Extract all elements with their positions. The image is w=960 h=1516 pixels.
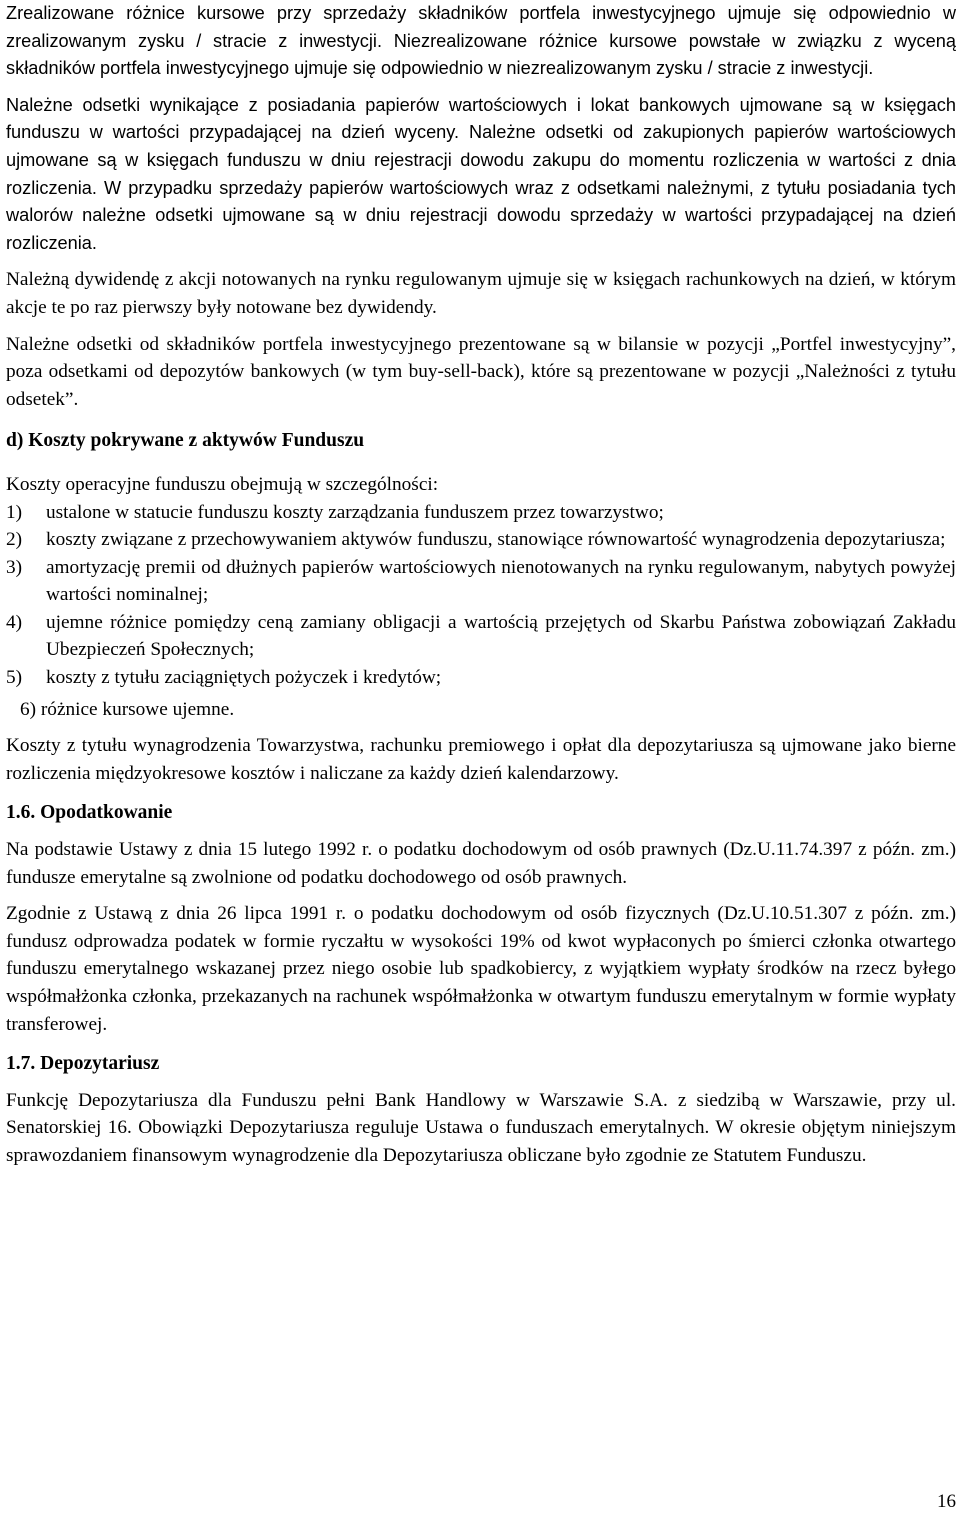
paragraph-interest-presentation: Należne odsetki od składników portfela inwestycyjnego prezentowane są w bilansie w pozycji „Portfel inwestycyjny”, poza odsetkami od depozytów bankowych (w tym buy-sell-back), które są prezentowane w pozycji „Należności z tytułu odsetek”. (6, 333, 956, 410)
list-item-6: 6) różnice kursowe ujemne. (20, 698, 235, 720)
list-item (6, 499, 956, 527)
section-d-heading: d) Koszty pokrywane z aktywów Funduszu (6, 430, 365, 452)
list-item (6, 554, 956, 609)
page-number: 16 (937, 1491, 956, 1512)
list-item-text: koszty związane z przechowywaniem aktywów funduszu, stanowiące równowartość wynagrodzenia depozytariusza; (46, 529, 946, 551)
list-item-number: 4) (6, 611, 23, 633)
document-page (6, 0, 956, 1170)
list-item (6, 526, 956, 554)
list-item (6, 664, 956, 692)
list-item-text: ustalone w statucie funduszu koszty zarządzania funduszem przez towarzystwo; (46, 501, 664, 523)
list-item-number: 2) (6, 529, 23, 551)
paragraph-exchange-differences: Zrealizowane różnice kursowe przy sprzedaży składników portfela inwestycyjnego ujmuje się odpowiednio w zrealizowanym zysku / stracie z inwestycji. Niezrealizowane różnice kursowe powstałe w związku z wyceną składników portfela inwestycyjnego ujmuje się odpowiednio w niezrealizowanym zysku / stracie z inwestycji. (6, 3, 956, 79)
list-item-text: koszty z tytułu zaciągniętych pożyczek i kredytów; (46, 667, 442, 689)
list-item-number: 5) (6, 667, 23, 689)
paragraph-dividend: Należną dywidendę z akcji notowanych na rynku regulowanym ujmuje się w księgach rachunkowych na dzień, w którym akcje te po raz pierwszy były notowane bez dywidendy. (6, 269, 956, 318)
section-1-6-heading: 1.6. Opodatkowanie (6, 802, 173, 824)
list-item (6, 609, 956, 664)
list-item-number: 1) (6, 501, 23, 523)
section-1-6-paragraph-2: Zgodnie z Ustawą z dnia 26 lipca 1991 r. o podatku dochodowym od osób fizycznych (Dz.U.10.51.307 z późn. zm.) fundusz odprowadza podatek w formie ryczałtu w wysokości 19% od kwot wypłaconych po śmierci członka otwartego funduszu emerytalnego wskazanej przez niego osobie lub spadkobiercy, z wyjątkiem wypłaty środków na rzecz byłego współmałżonka członka, przekazanych na rachunek współmałżonka w otwartym funduszu emerytalnym w formie wypłaty transferowej. (6, 903, 956, 1035)
list-item-text: ujemne różnice pomiędzy ceną zamiany obligacji a wartością przejętych od Skarbu Państwa zobowiązań Zakładu Ubezpieczeń Społecznych; (46, 611, 956, 661)
list-item-text: amortyzację premii od dłużnych papierów wartościowych nienotowanych na rynku regulowanym, nabytych powyżej wartości nominalnej; (46, 556, 956, 606)
section-1-6-paragraph-1: Na podstawie Ustawy z dnia 15 lutego 1992 r. o podatku dochodowym od osób prawnych (Dz.U.11.74.397 z późn. zm.) fundusze emerytalne są zwolnione od podatku dochodowego od osób prawnych. (6, 839, 956, 888)
list-item-number: 3) (6, 556, 23, 578)
section-d-intro: Koszty operacyjne funduszu obejmują w szczególności: (6, 473, 439, 495)
section-1-7-heading: 1.7. Depozytariusz (6, 1053, 160, 1075)
cost-list (6, 499, 956, 692)
paragraph-interest: Należne odsetki wynikające z posiadania papierów wartościowych i lokat bankowych ujmowane są w księgach funduszu w wartości przypadającej na dzień wyceny. Należne odsetki od zakupionych papierów wartościowych ujmowane są w księgach funduszu w dniu rejestracji dowodu zakupu do momentu rozliczenia w wartości z dnia rozliczenia. W przypadku sprzedaży papierów wartościowych wraz z odsetkami należnymi, z tytułu posiadania tych walorów należne odsetki ujmowane są w dniu rejestracji dowodu sprzedaży w wartości przypadającej na dzień rozliczenia. (6, 94, 956, 253)
section-d-closing: Koszty z tytułu wynagrodzenia Towarzystwa, rachunku premiowego i opłat dla depozytariusza są ujmowane jako bierne rozliczenia międzyokresowe kosztów i naliczane za każdy dzień kalendarzowy. (6, 735, 956, 784)
section-1-7-paragraph: Funkcję Depozytariusza dla Funduszu pełni Bank Handlowy w Warszawie S.A. z siedzibą w Warszawie, przy ul. Senatorskiej 16. Obowiązki Depozytariusza reguluje Ustawa o funduszach emerytalnych. W okresie objętym niniejszym sprawozdaniem finansowym wynagrodzenie dla Depozytariusza obliczane było zgodnie ze Statutem Funduszu. (6, 1089, 956, 1166)
